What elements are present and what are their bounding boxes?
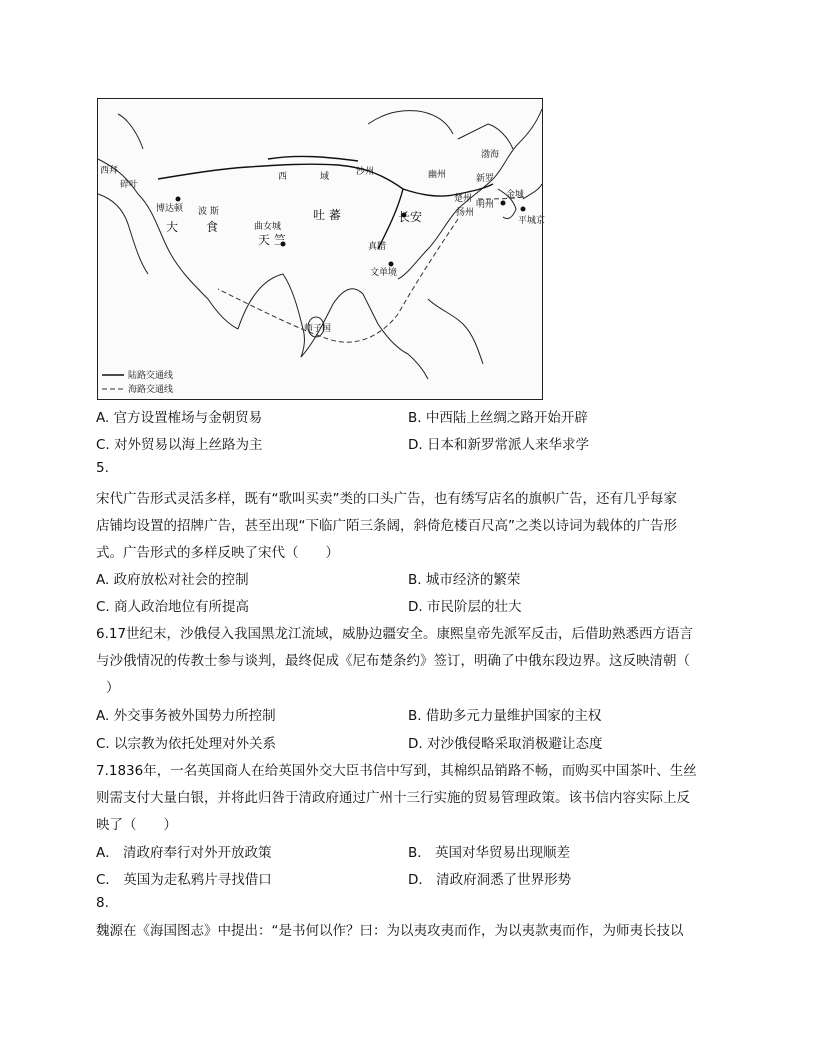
q6-stem-line-1: 6.17世纪末，沙俄侵入我国黑龙江流域，威胁边疆安全。康熙皇帝先派军反击，后借助熟悉西方语言 — [96, 626, 694, 642]
q6-option-d[interactable]: D. 对沙俄侵略采取消极避让态度 — [408, 736, 603, 752]
q4-option-b[interactable]: B. 中西陆上丝绸之路开始开辟 — [408, 410, 588, 426]
q7-options-row-2 — [96, 868, 716, 888]
legend-sea-route: 海路交通线 — [128, 385, 174, 395]
map-label-tianzhu: 天 竺 — [258, 233, 286, 247]
map-label-tibet: 吐 蕃 — [313, 208, 341, 222]
map-label-xinluo: 新罗 — [476, 174, 495, 184]
q7-stem-line-1: 7.1836年，一名英国商人在给英国外交大臣书信中写到，其棉织品销路不畅，而购买中国茶叶、生丝 — [96, 763, 697, 779]
china-coast — [398, 179, 493, 279]
northern-border — [368, 111, 453, 134]
land-route-north — [268, 156, 358, 161]
q7-stem-line-2: 则需支付大量白银，并将此归咎于清政府通过广州十三行实施的贸易管理政策。该书信内容实际上反 — [96, 790, 690, 806]
indochina-coast — [378, 324, 428, 379]
map-drawing — [98, 99, 546, 399]
q7-option-d[interactable]: D． 清政府洞悉了世界形势 — [408, 872, 572, 888]
sea-route-main — [218, 219, 458, 342]
q6-option-b[interactable]: B. 借助多元力量维护国家的主权 — [408, 708, 602, 724]
map-label-bohai: 渤海 — [481, 150, 500, 160]
q5-stem-line-3: 式。广告形式的多样反映了宋代（ ） — [96, 545, 339, 561]
map-label-yangzhou: 扬州 — [456, 208, 475, 218]
mediterranean-coast — [118, 114, 143, 149]
map-label-xiyu-west: 西 — [278, 172, 288, 182]
q6-option-c[interactable]: C. 以宗教为依托处理对外关系 — [96, 736, 277, 752]
map-label-dashi-1: 大 — [166, 220, 179, 234]
q5-number: 5. — [96, 460, 109, 476]
india-west-coast — [238, 274, 304, 357]
q8-stem-line-1: 魏源在《海国图志》中提出：“是书何以作？曰：为以夷攻夷而作，为以夷款夷而作，为师夷长技以 — [96, 923, 684, 939]
map-label-shazhou: 沙州 — [356, 167, 375, 177]
q4-options-row-1 — [96, 406, 716, 426]
map-label-zhenla: 真腊 — [368, 242, 387, 252]
q5-stem-line-2: 店铺均设置的招牌广告，甚至出现“下临广陌三条阔，斜倚危楼百尺高”之类以诗词为载体的广告形 — [96, 518, 677, 534]
q7-option-a[interactable]: A． 清政府奉行对外开放政策 — [96, 845, 272, 861]
map-label-changan: 长安 — [398, 210, 423, 224]
arabia-coast — [98, 159, 238, 329]
q5-options-row-1 — [96, 568, 716, 588]
map-label-bodadun: 博达顿 — [156, 204, 184, 214]
q7-option-b[interactable]: B． 英国对华贸易出现顺差 — [408, 845, 571, 861]
southeast-islands — [428, 299, 483, 364]
bohai-region-border — [458, 124, 513, 149]
q5-stem-line-1: 宋代广告形式灵活多样，既有“歌叫买卖”类的口头广告，也有绣写店名的旗帜广告，还有几乎每家 — [96, 491, 677, 507]
q5-options-row-2 — [96, 595, 716, 615]
q6-options-row-1 — [96, 704, 716, 724]
q7-stem-line-3: 映了（ ） — [96, 817, 177, 833]
map-legend — [102, 369, 173, 395]
q6-stem-line-2: 与沙俄情况的传教士参与谈判，最终促成《尼布楚条约》签订，明确了中俄东段边界。这反映清朝（ — [96, 653, 690, 669]
northeast-coast — [493, 109, 542, 179]
red-sea-coast — [98, 194, 148, 274]
india-east-coast — [301, 289, 378, 357]
map-label-xiyu-east: 域 — [320, 172, 330, 182]
map-label-wendanjiang: 文单境 — [370, 268, 398, 278]
map-label-chuzhou: 楚州 — [454, 194, 473, 204]
map-label-shiziguo: 师子国 — [304, 324, 332, 334]
map-label-mingzhou: 明州 — [476, 200, 495, 210]
q7-option-c[interactable]: C． 英国为走私鸦片寻找借口 — [96, 872, 272, 888]
q6-stem-line-3: ） — [106, 680, 120, 696]
q4-option-c[interactable]: C. 对外贸易以海上丝路为主 — [96, 437, 263, 453]
q5-option-b[interactable]: B. 城市经济的繁荣 — [408, 572, 521, 588]
map-label-suiye: 碎叶 — [120, 180, 139, 190]
map-label-pingchengjing: 平城京 — [518, 216, 546, 226]
q5-option-a[interactable]: A. 政府放松对社会的控制 — [96, 572, 249, 588]
map-label-qunvcheng: 曲女城 — [254, 222, 282, 232]
map-label-west: 西拜 — [100, 166, 119, 176]
q6-options-row-2 — [96, 732, 716, 752]
q7-options-row-1 — [96, 841, 716, 861]
japan-islands — [523, 184, 542, 199]
q5-option-c[interactable]: C. 商人政治地位有所提高 — [96, 599, 250, 615]
map-label-jincheng: 金城 — [506, 190, 525, 200]
map-label-bosi: 波 斯 — [198, 207, 219, 217]
q6-option-a[interactable]: A. 外交事务被外国势力所控制 — [96, 708, 276, 724]
legend-land-route: 陆路交通线 — [128, 371, 174, 381]
q5-option-d[interactable]: D. 市民阶层的壮大 — [408, 599, 522, 615]
map-label-youzhou: 幽州 — [428, 170, 447, 180]
map-label-dashi-2: 食 — [206, 220, 219, 234]
tang-trade-routes-map — [97, 98, 546, 400]
q4-option-a[interactable]: A. 官方设置榷场与金朝贸易 — [96, 410, 263, 426]
q4-option-d[interactable]: D. 日本和新罗常派人来华求学 — [408, 437, 589, 453]
q8-number: 8. — [96, 895, 109, 911]
land-route-east — [403, 184, 493, 196]
q4-options-row-2 — [96, 433, 716, 453]
